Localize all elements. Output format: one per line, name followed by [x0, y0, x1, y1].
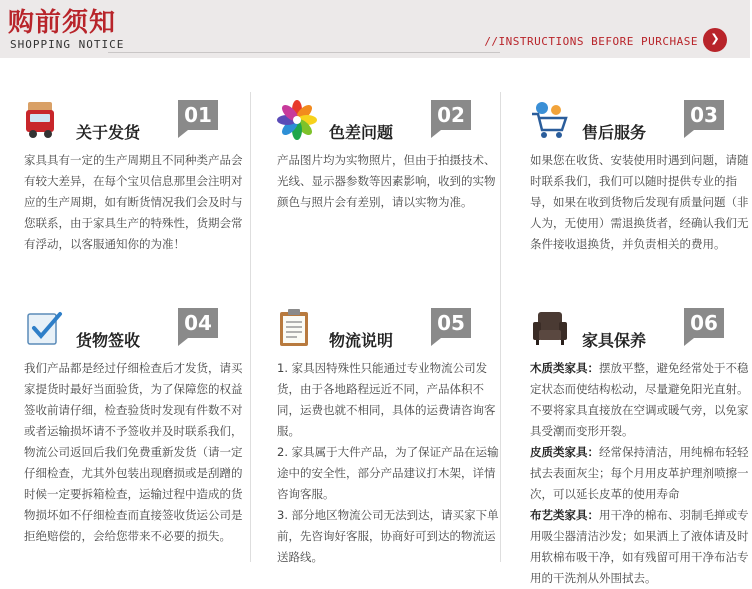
- care-item-label: 木质类家具：: [530, 361, 599, 375]
- card-number: 04: [178, 308, 218, 338]
- card-text: 家具具有一定的生产周期且不同种类产品会有较大差异，在每个宝贝信息那里会注明对应的生产周期，如有断货情况我们会及时与您联系，由于家具生产的特殊性，货期会常有浮动，以客服通知你的为准！: [24, 153, 243, 251]
- header-divider: [108, 52, 500, 53]
- column-divider: [250, 92, 251, 562]
- care-item-label: 皮质类家具：: [530, 445, 599, 459]
- card-shipping: [24, 100, 246, 280]
- card-number: 02: [431, 100, 471, 130]
- truck-icon: [24, 100, 58, 140]
- card-color-difference: [277, 100, 499, 280]
- card-title: 色差问题: [329, 123, 394, 142]
- card-furniture-care: [530, 308, 752, 585]
- logistics-paragraph: 1. 家具因特殊性只能通过专业物流公司发货，由于各地路程远近不同，产品体积不同，运费也就不相同，具体的运费请咨询客服。: [277, 361, 496, 438]
- card-text: 如果您在收货、安装使用时遇到问题，请随时联系我们，我们可以随时提供专业的指导，如果在收到货物后发现有质量问题（非人为，无使用）需退换货者，经确认我们无条件接收退换货，并负责相关的费用。: [530, 153, 749, 251]
- card-logistics: [277, 308, 499, 564]
- card-title: 售后服务: [582, 123, 647, 142]
- card-number: 03: [684, 100, 724, 130]
- shopping-cart-icon: [530, 100, 564, 140]
- card-text: 我们产品都是经过仔细检查后才发货，请买家提货时最好当面验货，为了保障您的权益签收前请仔细，检查验货时发现有件数不对或者运输损坏请不予签收并及时联系我们，物流公司返回后我们免费重新发货（请一定仔细检查，尤其外包装出现磨损或是刮蹭的时候一定要拆箱检查，运输过程中造成的货物损坏如不仔细检查而直接签收货运公司是拒绝赔偿的，会给您带来不必要的损失。: [24, 361, 243, 543]
- color-wheel-icon: [277, 100, 311, 140]
- instructions-label: //INSTRUCTIONS BEFORE PURCHASE: [484, 35, 698, 48]
- logistics-paragraph: 3. 部分地区物流公司无法到达，请买家下单前，先咨询好客服，协商好可到达的物流运送路线。: [277, 508, 499, 564]
- care-item-wood: [530, 358, 752, 442]
- card-text: [277, 358, 499, 568]
- care-item-text: 经常保持清洁，用纯棉布轻轻拭去表面灰尘；每个月用皮革护理剂喷擦一次，可以延长皮革的使用寿命: [530, 445, 749, 501]
- page-header: [0, 0, 750, 58]
- card-text: 产品图片均为实物照片，但由于拍摄技术、光线、显示器参数等因素影响，收到的实物颜色与照片会有差别，请以实物为准。: [277, 153, 496, 209]
- clipboard-icon: [277, 308, 311, 348]
- care-item-leather: [530, 442, 752, 505]
- armchair-icon: [530, 308, 564, 348]
- card-number: 06: [684, 308, 724, 338]
- card-title: 货物签收: [76, 331, 141, 350]
- care-item-label: 布艺类家具：: [530, 508, 599, 522]
- card-text: [530, 358, 752, 589]
- checkmark-icon: [24, 308, 58, 348]
- card-number: 01: [178, 100, 218, 130]
- care-item-fabric: [530, 505, 752, 589]
- care-item-text: 摆放平整，避免经常处于不稳定状态而使结构松动，尽量避免阳光直射。不要将家具直接放在空调或暖气旁，以免家具受潮而变形开裂。: [530, 361, 749, 438]
- card-title: 关于发货: [76, 123, 141, 142]
- card-title: 物流说明: [329, 331, 394, 350]
- chevron-down-icon[interactable]: ❯: [703, 28, 727, 52]
- card-title: 家具保养: [582, 331, 647, 350]
- card-after-sales: [530, 100, 752, 280]
- card-number: 05: [431, 308, 471, 338]
- card-delivery-receipt: [24, 308, 246, 558]
- care-item-text: 用干净的棉布、羽制毛掸或专用吸尘器清洁沙发；如果洒上了液体请及时用软棉布吸干净，如有残留可用干净布沾专用的干洗剂从外围拭去。: [530, 508, 749, 585]
- logistics-paragraph: 2. 家具属于大件产品，为了保证产品在运输途中的安全性，部分产品建议打木架，详情咨询客服。: [277, 445, 499, 501]
- page-subtitle: SHOPPING NOTICE: [10, 38, 125, 51]
- page-title: 购前须知: [8, 8, 117, 38]
- column-divider: [500, 92, 501, 562]
